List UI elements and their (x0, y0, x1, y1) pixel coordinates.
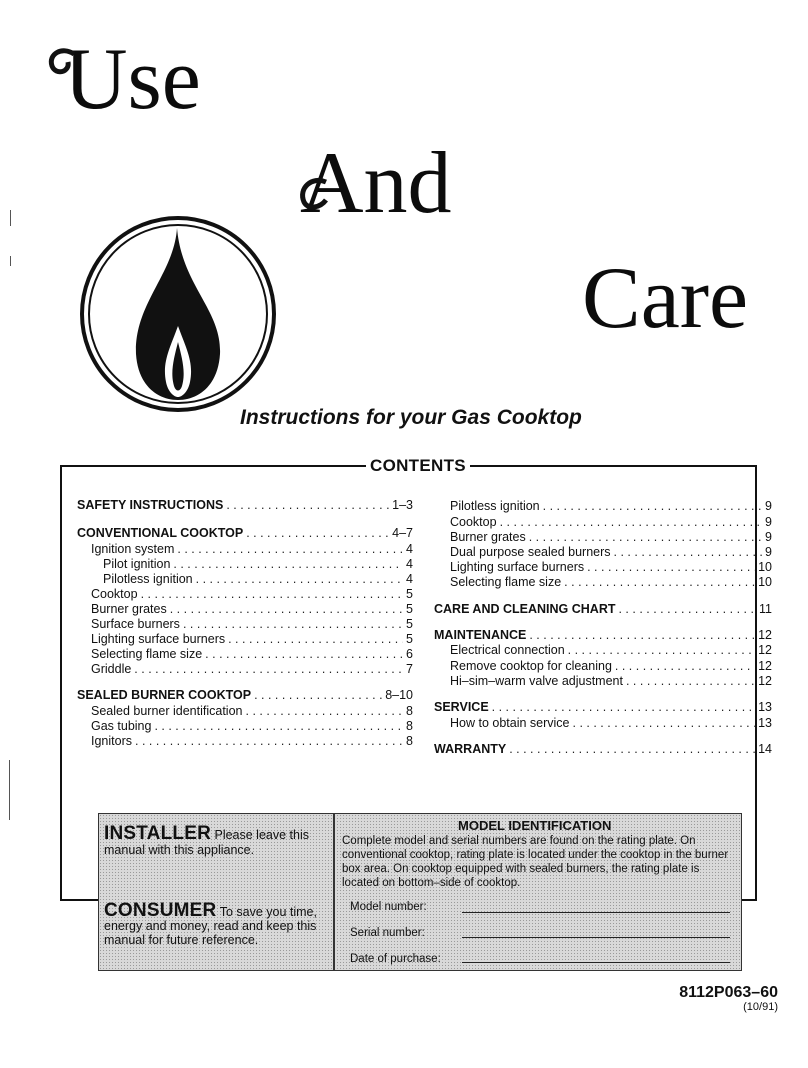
consumer-heading: CONSUMER (104, 900, 217, 921)
toc-section-heading (434, 628, 772, 643)
toc-entry (450, 716, 772, 731)
toc-leader-dots (500, 515, 762, 530)
toc-leader-dots (141, 587, 403, 602)
toc-leader-dots (564, 575, 755, 590)
toc-label: Selecting flame size (91, 647, 203, 661)
document-number: 8112P063–60 (679, 984, 778, 1001)
toc-label: How to obtain service (450, 716, 570, 730)
toc-page-number: 11 (759, 602, 772, 616)
date-of-purchase-label: Date of purchase: (350, 953, 441, 965)
toc-page-number: 6 (406, 647, 413, 661)
toc-entry (91, 647, 413, 662)
consumer-block (104, 900, 332, 947)
toc-entry (103, 557, 413, 572)
toc-leader-dots (615, 659, 755, 674)
toc-page-number: 10 (758, 575, 772, 589)
toc-page-number: 9 (765, 545, 772, 559)
toc-entry (91, 602, 413, 617)
toc-page-number: 8 (406, 719, 413, 733)
toc-label: Lighting surface burners (450, 560, 585, 574)
toc-page-number: 9 (765, 515, 772, 529)
toc-section-heading (77, 526, 413, 541)
toc-entry (450, 659, 772, 674)
toc-label: Burner grates (91, 602, 167, 616)
toc-section-heading (434, 602, 772, 617)
toc-page-number: 10 (758, 560, 772, 574)
toc-entry (103, 572, 413, 587)
toc-page-number: 12 (758, 659, 772, 673)
toc-label: Surface burners (91, 617, 180, 631)
consumer-text: To save you time, energy and money, read and keep this manual for future reference. (104, 905, 317, 947)
toc-leader-dots (529, 530, 762, 545)
toc-label: Gas tubing (91, 719, 152, 733)
toc-entry (450, 499, 772, 514)
title-care (582, 250, 749, 347)
title-care-text: Care (582, 250, 749, 347)
toc-entry (450, 643, 772, 658)
toc-label: Pilotless ignition (450, 499, 540, 513)
toc-label: WARRANTY (434, 742, 507, 756)
toc-leader-dots (254, 688, 382, 703)
toc-label: Electrical connection (450, 643, 565, 657)
toc-label: Cooktop (450, 515, 497, 529)
toc-entry (91, 734, 413, 749)
toc-page-number: 12 (758, 674, 772, 688)
toc-leader-dots (246, 704, 404, 719)
model-number-label: Model number: (350, 901, 427, 913)
toc-page-number: 5 (406, 632, 413, 646)
toc-entry (91, 719, 413, 734)
title-and-text: And (300, 135, 452, 232)
toc-leader-dots (529, 628, 755, 643)
toc-label: Selecting flame size (450, 575, 562, 589)
toc-leader-dots (492, 700, 755, 715)
title-use-text: Use (64, 31, 201, 128)
edge-mark (9, 760, 10, 820)
toc-leader-dots (134, 662, 403, 677)
model-identification-heading: MODEL IDENTIFICATION (458, 818, 612, 833)
edge-mark (10, 256, 11, 266)
toc-leader-dots (183, 617, 403, 632)
toc-entry (91, 542, 413, 557)
toc-page-number: 4 (406, 542, 413, 556)
toc-entry (91, 617, 413, 632)
toc-label: Ignition system (91, 542, 175, 556)
toc-label: SAFETY INSTRUCTIONS (77, 498, 224, 512)
toc-label: Remove cooktop for cleaning (450, 659, 612, 673)
toc-page-number: 1–3 (392, 498, 413, 512)
toc-page-number: 4–7 (392, 526, 413, 540)
toc-entry (450, 575, 772, 590)
toc-leader-dots (170, 602, 403, 617)
toc-leader-dots (135, 734, 403, 749)
toc-label: Griddle (91, 662, 132, 676)
toc-leader-dots (228, 632, 403, 647)
serial-number-label: Serial number: (350, 927, 425, 939)
toc-leader-dots (568, 643, 755, 658)
toc-label: Hi–sim–warm valve adjustment (450, 674, 623, 688)
toc-entry (450, 515, 772, 530)
flame-logo-icon (78, 214, 278, 414)
toc-entry (91, 632, 413, 647)
serial-number-field[interactable] (462, 937, 730, 938)
model-identification-text: Complete model and serial numbers are found on the rating plate. On conventional cooktop, rating plate is located under the cooktop in the burner box area. On cooktop equipped with sealed burners, the rating plate is located on bottom–side of cooktop. (342, 835, 729, 889)
toc-page-number: 5 (406, 602, 413, 616)
toc-leader-dots (626, 674, 755, 689)
subtitle: Instructions for your Gas Cooktop (240, 406, 582, 429)
toc-page-number: 7 (406, 662, 413, 676)
toc-label: CONVENTIONAL COOKTOP (77, 526, 244, 540)
toc-page-number: 5 (406, 617, 413, 631)
toc-leader-dots (177, 542, 403, 557)
toc-label: CARE AND CLEANING CHART (434, 602, 616, 616)
toc-leader-dots (196, 572, 403, 587)
toc-page-number: 4 (406, 572, 413, 586)
toc-label: SEALED BURNER COOKTOP (77, 688, 252, 702)
toc-page-number: 8–10 (385, 688, 413, 702)
toc-leader-dots (205, 647, 403, 662)
toc-page-number: 12 (758, 628, 772, 642)
title-swash-u (44, 44, 84, 84)
toc-label: Pilot ignition (103, 557, 171, 571)
installer-heading: INSTALLER (104, 823, 211, 844)
toc-leader-dots (614, 545, 763, 560)
toc-page-number: 9 (765, 499, 772, 513)
toc-page-number: 13 (758, 716, 772, 730)
toc-page-number: 8 (406, 734, 413, 748)
toc-label: Burner grates (450, 530, 526, 544)
toc-label: Dual purpose sealed burners (450, 545, 611, 559)
toc-label: SERVICE (434, 700, 489, 714)
installer-text: Please leave this manual with this appliance. (104, 828, 309, 857)
toc-leader-dots (543, 499, 762, 514)
panel-divider (333, 813, 335, 971)
toc-leader-dots (226, 498, 389, 513)
toc-page-number: 13 (758, 700, 772, 714)
toc-leader-dots (573, 716, 756, 731)
model-number-field[interactable] (462, 912, 730, 913)
toc-label: Lighting surface burners (91, 632, 226, 646)
toc-entry (450, 560, 772, 575)
toc-page-number: 12 (758, 643, 772, 657)
toc-section-heading (434, 742, 772, 757)
date-of-purchase-field[interactable] (462, 962, 730, 963)
document-date: (10/91) (743, 1001, 778, 1013)
contents-heading: CONTENTS (366, 456, 470, 476)
toc-leader-dots (618, 602, 756, 617)
toc-label: Ignitors (91, 734, 132, 748)
toc-page-number: 4 (406, 557, 413, 571)
toc-label: Sealed burner identification (91, 704, 243, 718)
toc-label: Cooktop (91, 587, 138, 601)
toc-page-number: 9 (765, 530, 772, 544)
title-swash-a (296, 176, 336, 216)
toc-page-number: 14 (758, 742, 772, 756)
toc-section-heading (77, 498, 413, 513)
toc-section-heading (434, 700, 772, 715)
toc-leader-dots (173, 557, 403, 572)
toc-page-number: 8 (406, 704, 413, 718)
toc-leader-dots (509, 742, 755, 757)
toc-leader-dots (246, 526, 389, 541)
toc-leader-dots (154, 719, 403, 734)
edge-mark (10, 210, 11, 226)
toc-entry (91, 704, 413, 719)
toc-leader-dots (587, 560, 755, 575)
title-use (64, 31, 201, 128)
toc-entry (91, 587, 413, 602)
toc-entry (450, 674, 772, 689)
toc-page-number: 5 (406, 587, 413, 601)
toc-section-heading (77, 688, 413, 703)
toc-label: MAINTENANCE (434, 628, 527, 642)
toc-entry (450, 530, 772, 545)
toc-label: Pilotless ignition (103, 572, 193, 586)
installer-block (104, 823, 329, 858)
toc-entry (91, 662, 413, 677)
toc-entry (450, 545, 772, 560)
